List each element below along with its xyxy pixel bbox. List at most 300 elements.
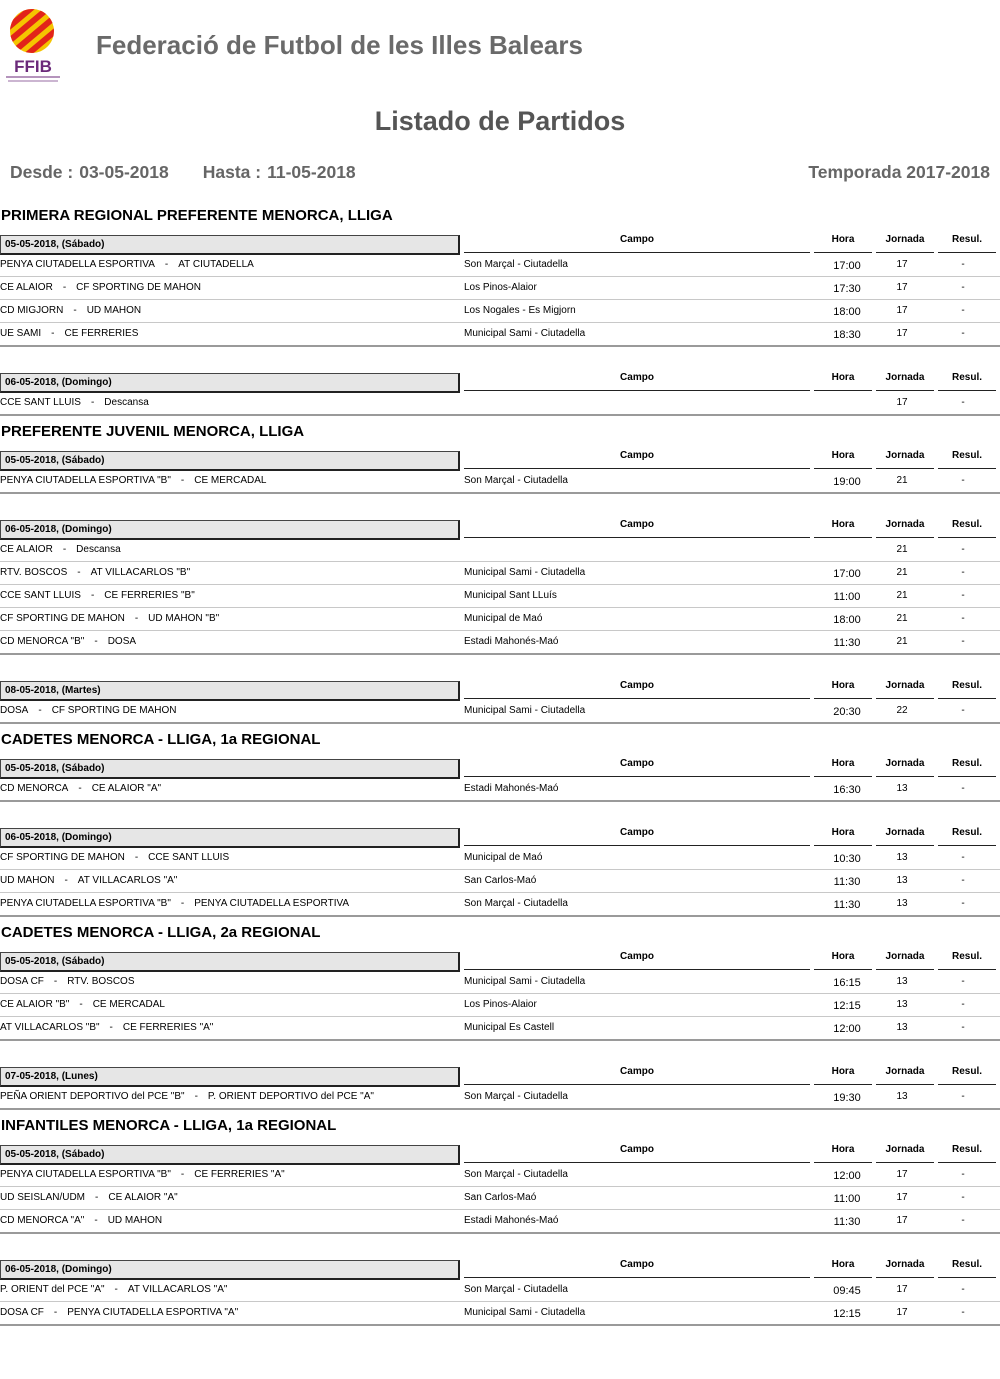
match-row: [0, 470, 1000, 494]
column-header-resul: Resul.: [938, 678, 996, 699]
home-team: CE ALAIOR: [0, 282, 53, 293]
away-team: CE FERRERIES: [64, 328, 139, 339]
desde-value: 03-05-2018: [79, 162, 169, 182]
section-title: PREFERENTE JUVENIL MENORCA, LLIGA: [1, 423, 305, 440]
match-venue: Municipal Es Castell: [464, 1022, 555, 1033]
team-separator: -: [53, 976, 58, 987]
group-spacer: [0, 494, 1000, 517]
column-header-jornada: Jornada: [876, 232, 934, 253]
match-jornada: 21: [896, 613, 908, 624]
match-result: -: [961, 783, 965, 794]
match-venue: Son Marçal - Ciutadella: [464, 1169, 568, 1180]
match-result: -: [961, 397, 965, 408]
match-jornada: 17: [896, 1215, 908, 1226]
away-team: AT VILLACARLOS "B": [90, 567, 191, 578]
match-row: [0, 1210, 1000, 1234]
column-header-hora: Hora: [814, 1064, 872, 1085]
match-result: -: [961, 875, 965, 886]
away-team: CE FERRERIES "B": [104, 590, 195, 601]
away-team: AT VILLACARLOS "A": [127, 1284, 228, 1295]
match-venue: San Carlos-Maó: [464, 1192, 537, 1203]
home-team: UD MAHON: [0, 875, 55, 886]
match-jornada: 17: [896, 282, 908, 293]
match-row: [0, 847, 1000, 870]
match-result: -: [961, 852, 965, 863]
match-result: -: [961, 613, 965, 624]
match-jornada: 21: [896, 544, 908, 555]
team-separator: -: [114, 1284, 118, 1295]
match-result: -: [961, 282, 965, 293]
away-team: UD MAHON: [107, 1215, 163, 1226]
match-date: 06-05-2018, (Domingo): [0, 373, 460, 393]
column-header-jornada: Jornada: [876, 1257, 934, 1278]
match-teams: [0, 475, 266, 486]
match-row: [0, 700, 1000, 724]
away-team: PENYA CIUTADELLA ESPORTIVA: [194, 898, 350, 909]
column-header-hora: Hora: [814, 448, 872, 469]
match-jornada: 13: [896, 852, 908, 863]
column-header-campo: Campo: [464, 825, 810, 846]
away-team: AT CIUTADELLA: [178, 259, 254, 270]
match-teams: [0, 1192, 178, 1203]
match-time: 12:00: [833, 1170, 861, 1182]
match-venue: Municipal Sami - Ciutadella: [464, 1307, 586, 1318]
team-separator: -: [180, 475, 185, 486]
column-header-campo: Campo: [464, 756, 810, 777]
match-row: [0, 893, 1000, 917]
match-result: -: [961, 1215, 965, 1226]
match-venue: Municipal Sami - Ciutadella: [464, 567, 586, 578]
match-time: 11:00: [833, 591, 861, 603]
match-time: 19:00: [833, 476, 861, 488]
away-team: CF SPORTING DE MAHON: [76, 282, 201, 293]
away-team: Descansa: [76, 544, 121, 555]
match-jornada: 13: [896, 999, 908, 1010]
team-separator: -: [38, 705, 42, 716]
match-jornada: 13: [896, 976, 908, 987]
match-venue: Municipal de Maó: [464, 852, 543, 863]
group-header: [0, 1064, 1000, 1086]
match-teams: [0, 875, 177, 886]
match-row: [0, 870, 1000, 893]
column-header-hora: Hora: [814, 370, 872, 391]
section-title: INFANTILES MENORCA - LLIGA, 1a REGIONAL: [1, 1117, 337, 1134]
match-time: 10:30: [833, 853, 861, 865]
column-header-resul: Resul.: [938, 370, 996, 391]
home-team: RTV. BOSCOS: [0, 567, 68, 578]
home-team: UE SAMI: [0, 328, 42, 339]
home-team: DOSA CF: [0, 1307, 44, 1318]
match-row: [0, 323, 1000, 347]
column-header-resul: Resul.: [938, 1257, 996, 1278]
away-team: Descansa: [104, 397, 149, 408]
match-venue: Son Marçal - Ciutadella: [464, 475, 568, 486]
column-header-campo: Campo: [464, 949, 810, 970]
match-row: [0, 971, 1000, 994]
match-time: 16:30: [833, 784, 861, 796]
group-spacer: [0, 347, 1000, 370]
match-result: -: [961, 898, 965, 909]
match-venue: Municipal Sant LLuís: [464, 590, 557, 601]
match-day-group: [0, 232, 1000, 347]
match-teams: [0, 613, 219, 624]
group-header: [0, 1142, 1000, 1164]
match-date: 07-05-2018, (Lunes): [0, 1067, 460, 1087]
match-jornada: 17: [896, 259, 908, 270]
group-header: [0, 949, 1000, 971]
match-teams: [0, 1307, 238, 1318]
team-separator: -: [94, 1215, 98, 1226]
team-separator: -: [77, 567, 81, 578]
desde-label: Desde :: [10, 162, 74, 182]
home-team: PENYA CIUTADELLA ESPORTIVA "B": [0, 898, 171, 909]
group-header: [0, 232, 1000, 254]
match-venue: Son Marçal - Ciutadella: [464, 898, 568, 909]
match-result: -: [961, 259, 965, 270]
page-title: Listado de Partidos: [374, 106, 626, 136]
match-date: 05-05-2018, (Sábado): [0, 235, 460, 255]
column-header-hora: Hora: [814, 678, 872, 699]
column-header-campo: Campo: [464, 232, 810, 253]
home-team: UD SEISLAN/UDM: [0, 1192, 86, 1203]
match-date: 05-05-2018, (Sábado): [0, 952, 460, 972]
match-day-group: [0, 1257, 1000, 1326]
match-jornada: 17: [896, 1192, 908, 1203]
match-date: 06-05-2018, (Domingo): [0, 828, 460, 848]
season-label: Temporada 2017-2018: [808, 162, 990, 182]
match-row: [0, 1017, 1000, 1041]
match-time: 11:00: [833, 1193, 861, 1205]
away-team: UD MAHON "B": [148, 613, 220, 624]
home-team: CF SPORTING DE MAHON: [0, 613, 125, 624]
team-separator: -: [194, 1091, 198, 1102]
match-row: [0, 631, 1000, 655]
match-venue: Son Marçal - Ciutadella: [464, 1091, 568, 1102]
column-header-hora: Hora: [814, 825, 872, 846]
match-date: 05-05-2018, (Sábado): [0, 451, 460, 471]
match-time: 11:30: [833, 899, 861, 911]
column-header-resul: Resul.: [938, 517, 996, 538]
match-venue: Municipal Sami - Ciutadella: [464, 976, 586, 987]
match-row: [0, 778, 1000, 802]
group-spacer: [0, 655, 1000, 678]
match-venue: Los Pinos-Alaior: [464, 282, 537, 293]
match-date: 06-05-2018, (Domingo): [0, 520, 460, 540]
match-result: -: [961, 305, 965, 316]
match-teams: [0, 1169, 285, 1180]
column-header-hora: Hora: [814, 1142, 872, 1163]
match-time: 12:15: [833, 1000, 861, 1012]
group-header: [0, 448, 1000, 470]
match-result: -: [961, 328, 965, 339]
team-separator: -: [134, 852, 139, 863]
column-header-hora: Hora: [814, 949, 872, 970]
away-team: DOSA: [107, 636, 137, 647]
match-row: [0, 1164, 1000, 1187]
column-header-resul: Resul.: [938, 1064, 996, 1085]
team-separator: -: [164, 259, 169, 270]
match-date: 06-05-2018, (Domingo): [0, 1260, 460, 1280]
match-teams: [0, 590, 195, 601]
match-venue: Son Marçal - Ciutadella: [464, 1284, 568, 1295]
match-row: [0, 1279, 1000, 1302]
column-header-hora: Hora: [814, 517, 872, 538]
match-day-group: [0, 1064, 1000, 1110]
team-separator: -: [62, 282, 67, 293]
match-day-group: [0, 756, 1000, 802]
match-teams: [0, 976, 135, 987]
match-day-group: [0, 448, 1000, 494]
match-result: -: [961, 544, 965, 555]
group-header: [0, 370, 1000, 392]
match-result: -: [961, 1022, 965, 1033]
match-time: 12:00: [833, 1023, 861, 1035]
match-row: [0, 1086, 1000, 1110]
svg-text:FFIB: FFIB: [14, 57, 52, 76]
match-result: -: [961, 705, 965, 716]
column-header-hora: Hora: [814, 232, 872, 253]
column-header-campo: Campo: [464, 1064, 810, 1085]
hasta-label: Hasta :: [202, 162, 262, 182]
column-header-jornada: Jornada: [876, 1064, 934, 1085]
match-teams: [0, 305, 141, 316]
match-result: -: [961, 567, 965, 578]
match-date: 05-05-2018, (Sábado): [0, 1145, 460, 1165]
match-venue: Municipal Sami - Ciutadella: [464, 328, 586, 339]
match-time: 16:15: [833, 977, 861, 989]
match-jornada: 21: [896, 636, 908, 647]
away-team: CE ALAIOR "A": [108, 1192, 178, 1203]
match-teams: [0, 259, 254, 270]
home-team: CE ALAIOR "B": [0, 999, 70, 1010]
match-day-group: [0, 517, 1000, 655]
match-jornada: 21: [896, 567, 908, 578]
match-teams: [0, 397, 149, 408]
match-teams: [0, 1215, 162, 1226]
home-team: CD MENORCA "A": [0, 1215, 85, 1226]
home-team: CE ALAIOR: [0, 544, 53, 555]
match-teams: [0, 898, 349, 909]
match-teams: [0, 783, 161, 794]
home-team: AT VILLACARLOS "B": [0, 1022, 100, 1033]
column-header-hora: Hora: [814, 756, 872, 777]
match-row: [0, 300, 1000, 323]
match-result: -: [961, 1307, 965, 1318]
match-result: -: [961, 590, 965, 601]
team-separator: -: [64, 875, 68, 886]
match-teams: [0, 636, 136, 647]
section-title: PRIMERA REGIONAL PREFERENTE MENORCA, LLIGA: [1, 207, 393, 224]
match-venue: Estadi Mahonés-Maó: [464, 636, 559, 647]
home-team: P. ORIENT del PCE "A": [0, 1284, 105, 1295]
match-teams: [0, 999, 165, 1010]
match-time: 11:30: [833, 1216, 861, 1228]
match-day-group: [0, 1142, 1000, 1234]
away-team: CE FERRERIES "A": [194, 1169, 285, 1180]
match-jornada: 13: [896, 783, 908, 794]
match-jornada: 22: [896, 705, 908, 716]
match-time: 17:00: [833, 260, 861, 272]
section-title: CADETES MENORCA - LLIGA, 1a REGIONAL: [1, 731, 321, 748]
column-header-campo: Campo: [464, 1142, 810, 1163]
match-teams: [0, 705, 177, 716]
match-day-group: [0, 370, 1000, 416]
column-header-hora: Hora: [814, 1257, 872, 1278]
match-teams: [0, 282, 201, 293]
match-time: 20:30: [833, 706, 861, 718]
match-teams: [0, 1284, 227, 1295]
match-row: [0, 1302, 1000, 1326]
match-time: 19:30: [833, 1092, 861, 1104]
away-team: CE FERRERIES "A": [122, 1022, 214, 1033]
match-jornada: 17: [896, 328, 908, 339]
hasta-value: 11-05-2018: [267, 162, 356, 182]
home-team: CD MENORCA: [0, 783, 69, 794]
match-venue: Los Nogales - Es Migjorn: [464, 305, 576, 316]
match-venue: Estadi Mahonés-Maó: [464, 783, 559, 794]
home-team: CD MIGJORN: [0, 305, 64, 316]
group-spacer: [0, 802, 1000, 825]
column-header-resul: Resul.: [938, 825, 996, 846]
group-header: [0, 517, 1000, 539]
column-header-resul: Resul.: [938, 232, 996, 253]
match-jornada: 13: [896, 1022, 908, 1033]
team-separator: -: [53, 1307, 58, 1318]
column-header-jornada: Jornada: [876, 517, 934, 538]
match-row: [0, 392, 1000, 416]
home-team: PENYA CIUTADELLA ESPORTIVA "B": [0, 475, 171, 486]
home-team: DOSA: [0, 705, 29, 716]
match-result: -: [961, 1169, 965, 1180]
column-header-campo: Campo: [464, 448, 810, 469]
ffib-logo: [2, 6, 64, 86]
match-jornada: 21: [896, 590, 908, 601]
home-team: DOSA CF: [0, 976, 44, 987]
away-team: CF SPORTING DE MAHON: [51, 705, 177, 716]
section-title: CADETES MENORCA - LLIGA, 2a REGIONAL: [1, 924, 321, 941]
match-jornada: 17: [896, 397, 908, 408]
group-spacer: [0, 1234, 1000, 1257]
match-listing: [0, 200, 1000, 1326]
column-header-jornada: Jornada: [876, 448, 934, 469]
match-time: 09:45: [833, 1285, 861, 1297]
match-teams: [0, 852, 229, 863]
match-jornada: 17: [896, 305, 908, 316]
match-time: 11:30: [833, 637, 861, 649]
match-time: 18:00: [833, 306, 861, 318]
team-separator: -: [62, 544, 67, 555]
match-row: [0, 1187, 1000, 1210]
match-jornada: 21: [896, 475, 908, 486]
match-result: -: [961, 999, 965, 1010]
team-separator: -: [90, 590, 95, 601]
match-date: 08-05-2018, (Martes): [0, 681, 460, 701]
column-header-jornada: Jornada: [876, 825, 934, 846]
match-time: 11:30: [833, 876, 861, 888]
match-row: [0, 539, 1000, 562]
match-time: 18:30: [833, 329, 861, 341]
match-jornada: 13: [896, 898, 908, 909]
team-separator: -: [90, 397, 95, 408]
away-team: AT VILLACARLOS "A": [77, 875, 178, 886]
team-separator: -: [94, 636, 98, 647]
match-venue: Los Pinos-Alaior: [464, 999, 537, 1010]
match-time: 17:00: [833, 568, 861, 580]
column-header-jornada: Jornada: [876, 370, 934, 391]
match-result: -: [961, 1091, 965, 1102]
match-day-group: [0, 678, 1000, 724]
away-team: P. ORIENT DEPORTIVO del PCE "A": [207, 1091, 374, 1102]
column-header-resul: Resul.: [938, 1142, 996, 1163]
team-separator: -: [180, 898, 185, 909]
match-time: 17:30: [833, 283, 861, 295]
away-team: CE MERCADAL: [92, 999, 165, 1010]
match-row: [0, 585, 1000, 608]
column-header-jornada: Jornada: [876, 678, 934, 699]
home-team: PENYA CIUTADELLA ESPORTIVA: [0, 259, 155, 270]
column-header-campo: Campo: [464, 370, 810, 391]
match-venue: Municipal de Maó: [464, 613, 543, 624]
away-team: CCE SANT LLUIS: [148, 852, 230, 863]
team-separator: -: [51, 328, 55, 339]
home-team: PENYA CIUTADELLA ESPORTIVA "B": [0, 1169, 171, 1180]
team-separator: -: [180, 1169, 185, 1180]
match-teams: [0, 1091, 374, 1102]
match-row: [0, 277, 1000, 300]
match-result: -: [961, 475, 965, 486]
match-jornada: 17: [896, 1284, 908, 1295]
home-team: CCE SANT LLUIS: [0, 397, 81, 408]
home-team: CF SPORTING DE MAHON: [0, 852, 125, 863]
match-teams: [0, 1022, 213, 1033]
group-header: [0, 825, 1000, 847]
match-teams: [0, 567, 190, 578]
column-header-campo: Campo: [464, 517, 810, 538]
match-day-group: [0, 949, 1000, 1041]
match-result: -: [961, 1284, 965, 1295]
column-header-campo: Campo: [464, 678, 810, 699]
column-header-jornada: Jornada: [876, 756, 934, 777]
team-separator: -: [78, 783, 82, 794]
match-result: -: [961, 976, 965, 987]
team-separator: -: [73, 305, 77, 316]
column-header-resul: Resul.: [938, 448, 996, 469]
group-header: [0, 756, 1000, 778]
match-jornada: 17: [896, 1307, 908, 1318]
home-team: CD MENORCA "B": [0, 636, 85, 647]
group-header: [0, 1257, 1000, 1279]
match-result: -: [961, 1192, 965, 1203]
team-separator: -: [95, 1192, 99, 1203]
group-spacer: [0, 1041, 1000, 1064]
match-teams: [0, 544, 121, 555]
column-header-jornada: Jornada: [876, 1142, 934, 1163]
match-time: 12:15: [833, 1308, 861, 1320]
group-header: [0, 678, 1000, 700]
match-jornada: 13: [896, 875, 908, 886]
away-team: CE MERCADAL: [194, 475, 267, 486]
away-team: UD MAHON: [86, 305, 142, 316]
match-time: 18:00: [833, 614, 861, 626]
home-team: PEÑA ORIENT DEPORTIVO del PCE "B": [0, 1091, 185, 1102]
match-row: [0, 562, 1000, 585]
match-teams: [0, 328, 138, 339]
match-row: [0, 994, 1000, 1017]
team-separator: -: [109, 1022, 113, 1033]
match-row: [0, 608, 1000, 631]
column-header-resul: Resul.: [938, 949, 996, 970]
match-venue: San Carlos-Maó: [464, 875, 537, 886]
